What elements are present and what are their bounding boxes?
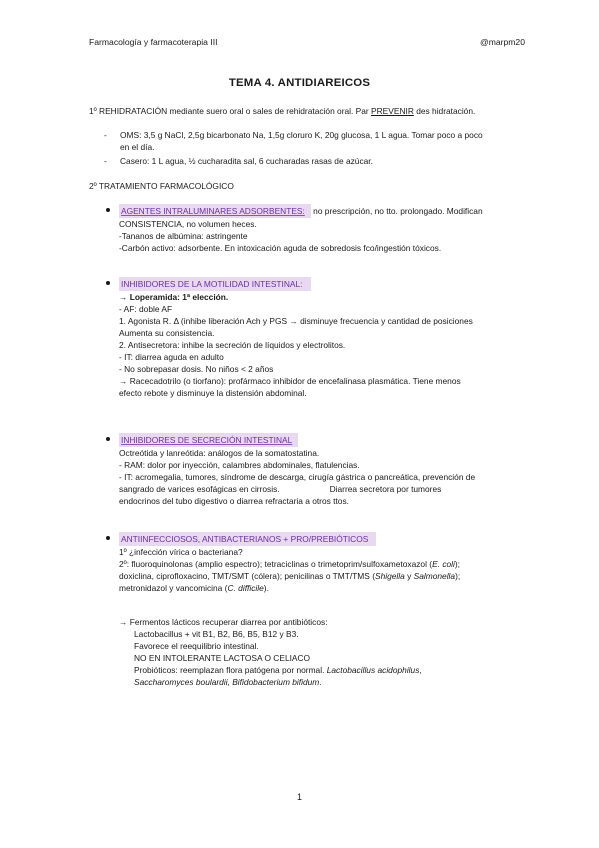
- motilidad-line: Aumenta su consistencia.: [119, 328, 215, 338]
- adsorb-after: no prescripción, no tto. prolongado. Modifican: [310, 206, 483, 216]
- rehid-item-casero: - Casero: 1 L agua, ½ cucharadita sal, 6 cucharadas rasas de azúcar.: [104, 155, 534, 167]
- bullet-dot: [106, 208, 110, 212]
- rehid-suffix: des hidratación.: [413, 106, 476, 116]
- secrecion-line: endocrinos del tubo digestivo o diarrea refractaria a otros ttos.: [119, 496, 349, 506]
- block-adsorbentes: [119, 204, 539, 254]
- bullet-dot: [106, 281, 110, 285]
- rehid-item-oms: - OMS: 3,5 g NaCl, 2,5g bicarbonato Na, 1,5g cloruro K, 20g glucosa, 1 L agua. Tomar poco a poco en el día.: [104, 129, 534, 153]
- bullet-dot: [106, 437, 110, 441]
- probioticos-text: Probióticos: reemplazan flora patógena por normal.: [134, 665, 327, 675]
- species-cdifficile: C. difficile: [227, 583, 264, 593]
- adsorb-line: CONSISTENCIA, no volumen heces.: [119, 219, 257, 229]
- species-shigella: Shigella: [374, 571, 405, 581]
- secrecion-line: - IT: acromegalia, tumores, síndrome de descarga, cirugía gástrica o pancreática, prevención de: [119, 472, 476, 482]
- casero-line: Casero: 1 L agua, ½ cucharadita sal, 6 cucharadas rasas de azúcar.: [120, 156, 373, 166]
- antiinf-line4-end: ).: [263, 583, 269, 593]
- antiinf-line4: metronidazol y vancomicina (: [119, 583, 228, 593]
- page-title: TEMA 4. ANTIDIAREICOS: [228, 77, 371, 89]
- section-tratamiento-title: 2º TRATAMIENTO FARMACOLÓGICO: [89, 181, 234, 191]
- block-antiinfecciosos: [119, 532, 539, 594]
- fermentos-lead: → Fermentos lácticos recuperar diarrea por antibióticos:: [119, 617, 328, 627]
- adsorb-line: -Tananos de albúmina: astringente: [119, 231, 248, 241]
- heading-motilidad: INHIBIDORES DE LA MOTILIDAD INTESTINAL:: [119, 277, 311, 291]
- header-subject: Farmacología y farmacoterapia III: [89, 37, 218, 47]
- oms-line2: en el día.: [120, 142, 155, 152]
- header-author: @marpm20: [479, 37, 525, 47]
- motilidad-line: - No sobrepasar dosis. No niños < 2 años: [119, 364, 274, 374]
- antiinf-question: 1º ¿infección vírica o bacteriana?: [119, 547, 243, 557]
- bullet-dot: [106, 536, 110, 540]
- motilidad-line: → Loperamida: 1ª elección.: [119, 292, 229, 302]
- block-fermentos: [119, 616, 539, 688]
- block-motilidad: [119, 277, 539, 399]
- heading-adsorbentes: AGENTES INTRALUMINARES ADSORBENTES:: [119, 204, 311, 218]
- rehid-prefix: 1º REHIDRATACIÓN mediante suero oral o sales de rehidratación oral. Par: [89, 106, 372, 116]
- probioticos-end: .: [319, 677, 322, 687]
- motilidad-line: 2. Antisecretora: inhibe la secreción de líquidos y electrolitos.: [119, 340, 346, 350]
- motilidad-line: efecto rebote y disminuye la distensión abdominal.: [119, 388, 307, 398]
- antiinf-line2: 2º: fluoroquinolonas (amplio espectro); tetraciclinas o trimetoprim/sulfoxametoxazol (: [119, 559, 433, 569]
- fermentos-line: Favorece el reequilibrio intestinal.: [134, 641, 259, 651]
- species-lactobacillus: Lactobacillus acidophilus: [326, 665, 420, 675]
- secrecion-line: - RAM: dolor por inyección, calambres abdominales, flatulencias.: [119, 460, 360, 470]
- species-saccharomyces-bifido: Saccharomyces boulardii, Bifidobacterium bifidum: [134, 677, 320, 687]
- fermentos-line: Lactobacillus + vit B1, B2, B6, B5, B12 y B3.: [134, 629, 299, 639]
- motilidad-line: - AF: doble AF: [119, 304, 173, 314]
- section-rehidratacion: [89, 105, 529, 117]
- antiinf-line3-and: y: [404, 571, 414, 581]
- adsorb-line: -Carbón activo: adsorbente. En intoxicación aguda de sobredosis fco/ingestión tóxicos.: [119, 243, 442, 253]
- motilidad-line: - IT: diarrea aguda en adulto: [119, 352, 224, 362]
- secrecion-line: Octreótida y lanreótida: análogos de la somatostatina.: [119, 448, 320, 458]
- secrecion-line: Diarrea secretora por tumores: [329, 484, 442, 494]
- oms-line1: OMS: 3,5 g NaCl, 2,5g bicarbonato Na, 1,5g cloruro K, 20g glucosa, 1 L agua. Tomar poco a poco: [120, 130, 483, 140]
- rehid-emph: PREVENIR: [371, 106, 414, 116]
- heading-antiinfecciosos: ANTIINFECCIOSOS, ANTIBACTERIANOS + PRO/PREBIÓTICOS: [119, 532, 376, 546]
- antiinf-line3: doxiclina, ciprofloxacino, TMT/SMT (cólera); penicilinas o TMT/TMS (: [119, 571, 375, 581]
- motilidad-line: 1. Agonista R. Δ (inhibe liberación Ach y PGS → disminuye frecuencia y cantidad de posiciones: [119, 316, 473, 326]
- secrecion-line: sangrado de varices esofágicas en cirrosis.: [119, 484, 280, 494]
- block-secrecion: [119, 433, 539, 507]
- species-salmonella: Salmonella: [413, 571, 456, 581]
- page-number: 1: [296, 792, 302, 802]
- motilidad-line: → Racecadotrilo (o tiorfano): profármaco inhibidor de encefalinasa plasmática. Tiene menos: [119, 376, 461, 386]
- species-ecoli: E. coli: [432, 559, 455, 569]
- probioticos-comma: ,: [419, 665, 422, 675]
- fermentos-line: NO EN INTOLERANTE LACTOSA O CELIACO: [134, 653, 311, 663]
- antiinf-line3-end: );: [455, 571, 461, 581]
- heading-secrecion: INHIBIDORES DE SECRECIÓN INTESTINAL: [119, 433, 298, 447]
- antiinf-line2-end: );: [454, 559, 461, 569]
